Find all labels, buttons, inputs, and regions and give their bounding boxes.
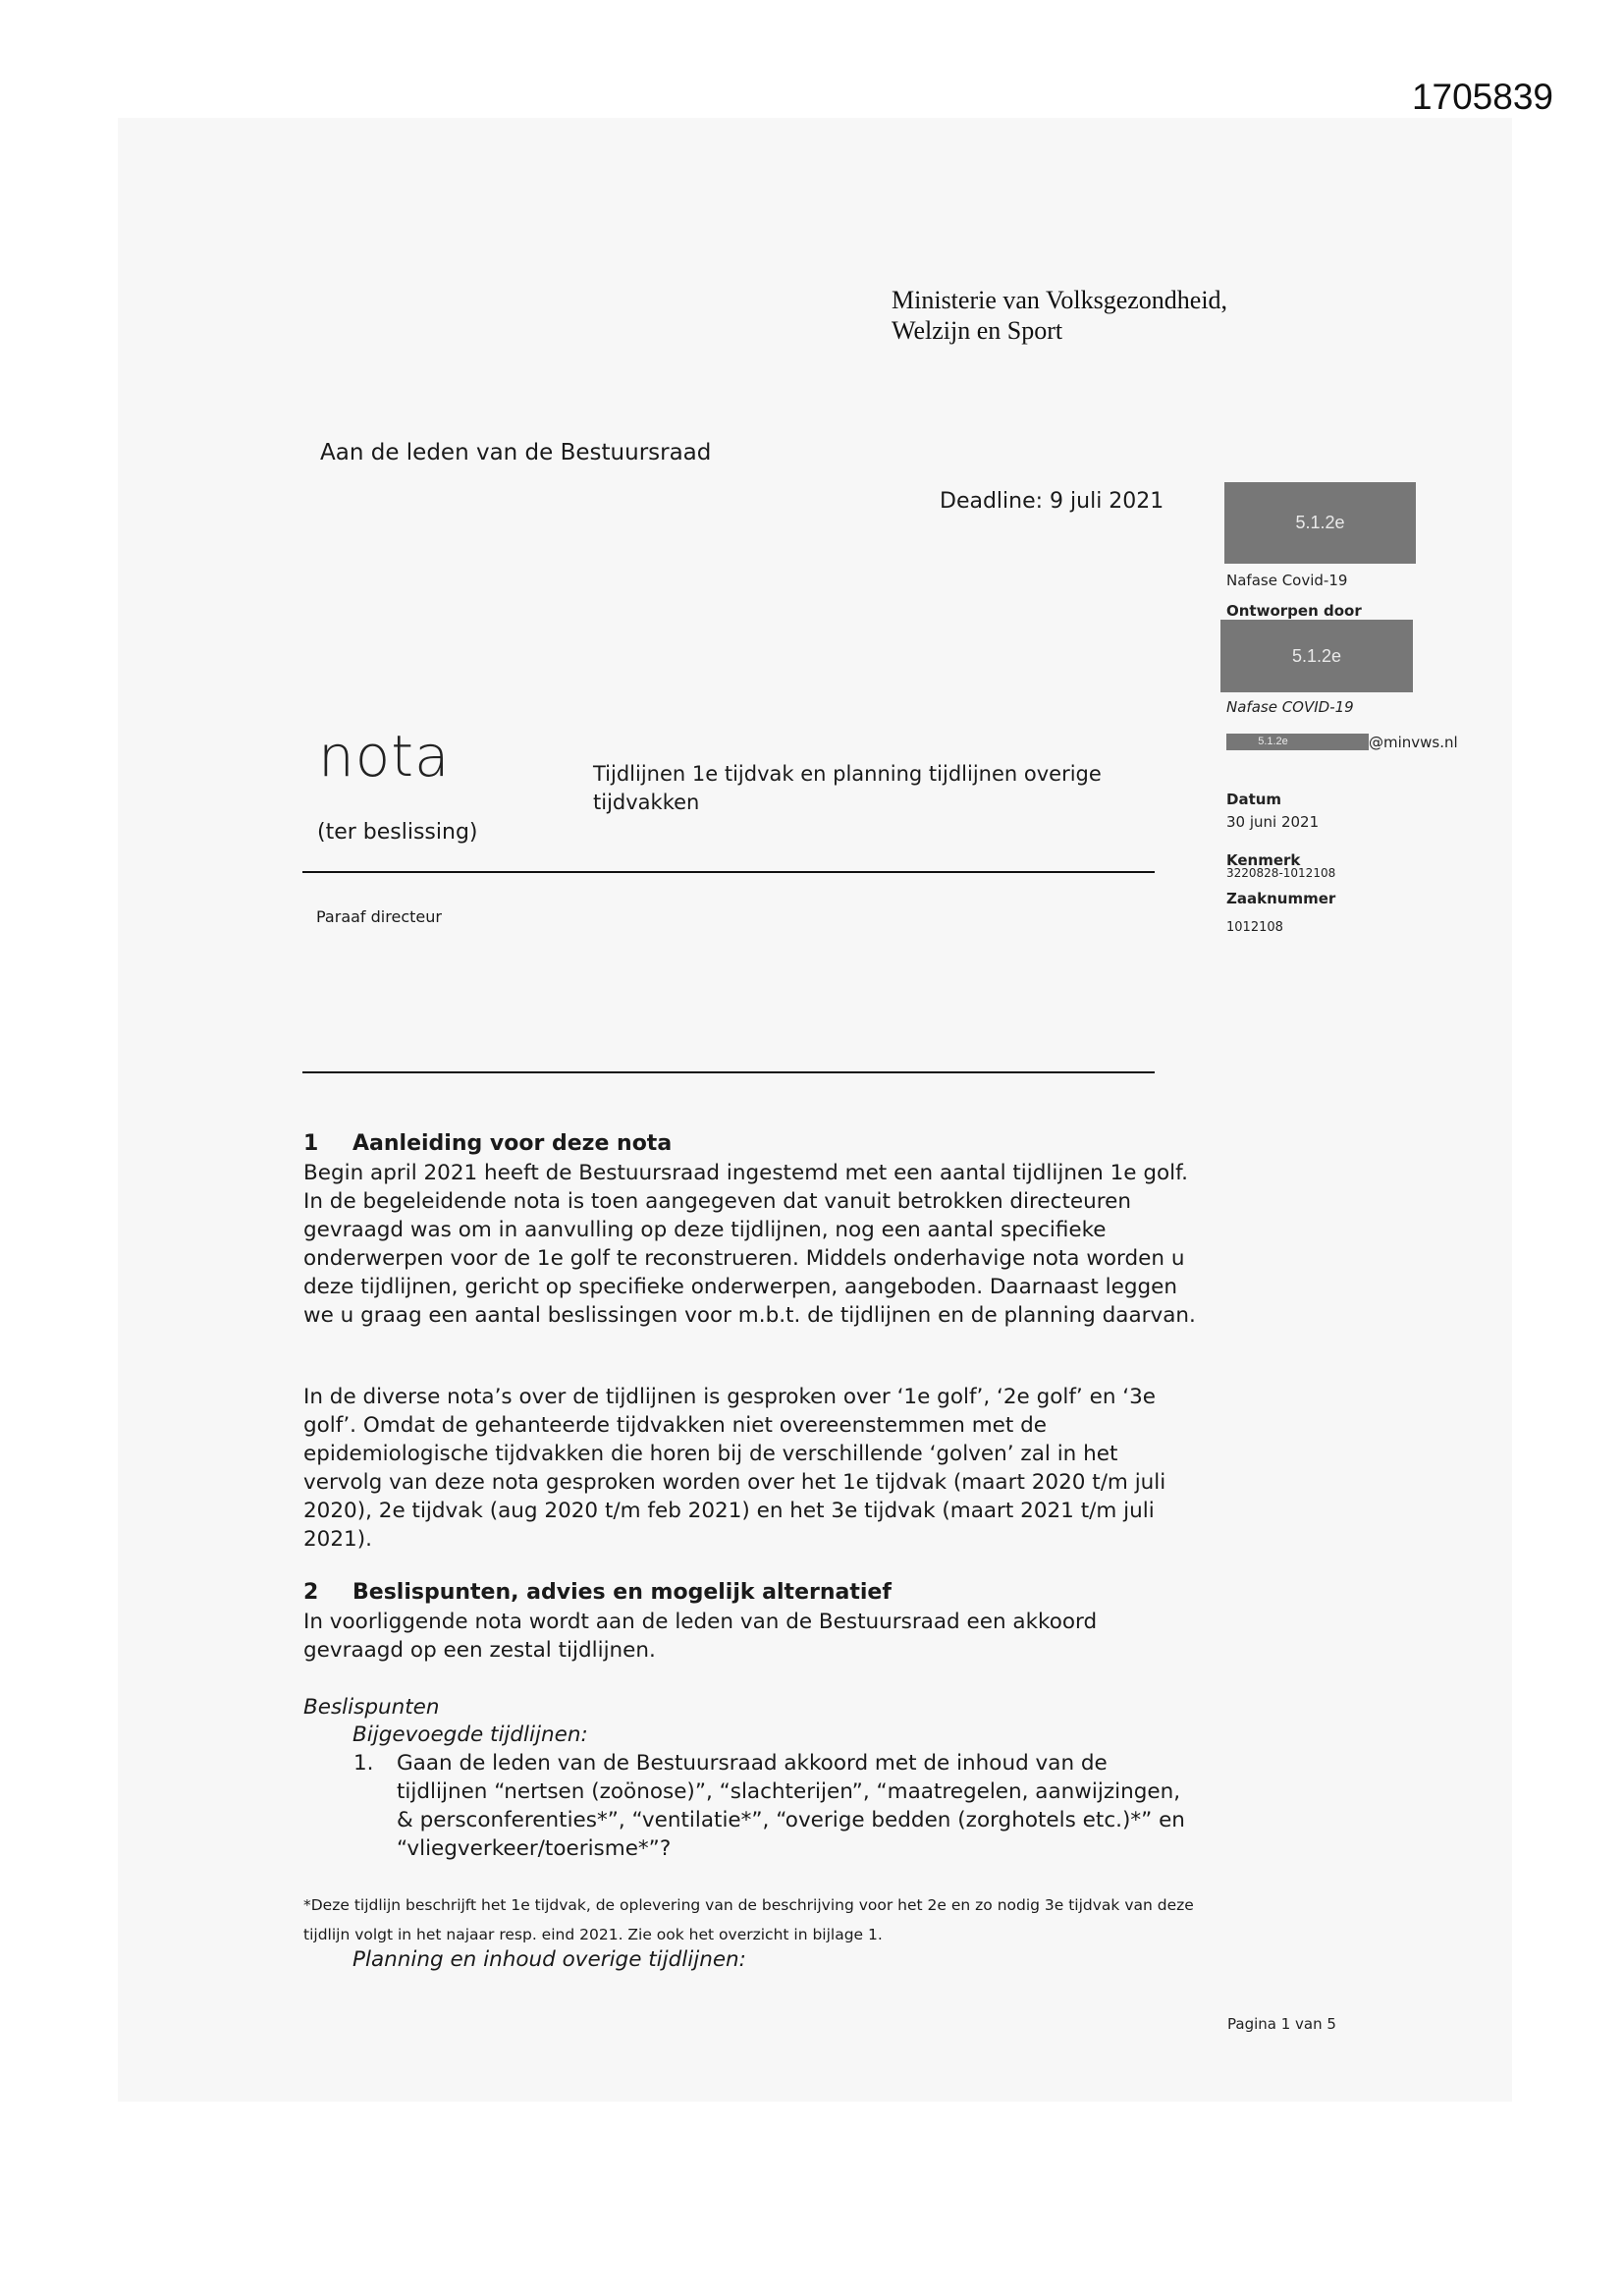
list-item-text: Gaan de leden van de Bestuursraad akkoord met de inhoud van de tijdlijnen “nertsen (zoönose)”, “slachterijen”, “maatregelen, aanwijzingen, & persconferenties*”, “ventilatie*”, “overige bedden (zorghotels etc.)*” en “vliegverkeer/toerisme*”? [397,1751,1185,1861]
divider-top [302,871,1155,873]
redaction-block: 5.1.2e [1224,482,1416,564]
section-1-paragraph-1: Begin april 2021 heeft de Bestuursraad ingestemd met een aantal tijdlijnen 1e golf. In de begeleidende nota is toen aangegeven dat vanuit betrokken directeuren gevraagd was om in aanvulling op deze tijdlijnen, nog een aantal specifieke onderwerpen voor de 1e golf te reconstrueren. Middels onderhavige nota worden u deze tijdlijnen, gericht op specifieke onderwerpen, aangeboden. Daarnaast leggen we u graag een aantal beslissingen voor m.b.t. de tijdlijnen en de planning daarvan. [303,1161,1196,1328]
paraaf-label: Paraaf directeur [316,907,442,926]
section-1-paragraph-2: In de diverse nota’s over de tijdlijnen is gesproken over ‘1e golf’, ‘2e golf’ en ‘3e golf’. Omdat de gehanteerde tijdvakken niet overeenstemmen met de epidemiologische tijdvakken die horen bij de verschillende ‘golven’ zal in het vervolg van deze nota gesproken worden over het 1e tijdvak (maart 2020 t/m juli 2020), 2e tijdvak (aug 2020 t/m feb 2021) en het 3e tijdvak (maart 2021 t/m juli 2021). [303,1385,1166,1552]
department-1: Nafase Covid-19 [1226,572,1348,589]
letterhead-line-2: Welzijn en Sport [892,316,1063,345]
datum-label: Datum [1226,791,1282,808]
redaction-block [1320,734,1369,750]
subject: Tijdlijnen 1e tijdvak en planning tijdlijnen overige tijdvakken [593,762,1102,814]
section-1-heading [303,1131,672,1156]
section-2-heading [303,1580,892,1605]
ministry-letterhead [892,285,1227,346]
section-number: 2 [303,1580,319,1605]
zaaknummer-label: Zaaknummer [1226,890,1336,907]
redaction-block: 5.1.2e [1226,734,1320,750]
letterhead-line-1: Ministerie van Volksgezondheid, [892,286,1228,314]
email-line [1226,733,1458,751]
footnote: *Deze tijdlijn beschrijft het 1e tijdvak, de oplevering van de beschrijving voor het 2e en zo nodig 3e tijdvak van deze tijdlijn volgt in het najaar resp. eind 2021. Zie ook het overzicht in bijlage 1. [303,1896,1194,1943]
doc-type-heading: nota [318,723,451,790]
section-2-paragraph-1: In voorliggende nota wordt aan de leden van de Bestuursraad een akkoord gevraagd op een zestal tijdlijnen. [303,1610,1098,1663]
list-item [353,1749,1198,1863]
datum-value: 30 juni 2021 [1226,813,1320,831]
section-number: 1 [303,1131,319,1156]
bijgevoegde-subheading: Bijgevoegde tijdlijnen: [352,1722,588,1747]
redaction-block: 5.1.2e [1220,620,1413,692]
ontworpen-label: Ontworpen door [1226,602,1362,620]
doc-subtype: (ter beslissing) [317,820,478,845]
deadline: Deadline: 9 juli 2021 [940,489,1164,514]
beslispunten-heading: Beslispunten [303,1695,440,1720]
email-suffix: @minvws.nl [1369,733,1458,751]
document-id: 1705839 [1411,77,1553,117]
divider-bottom [302,1071,1155,1073]
zaaknummer-value: 1012108 [1226,920,1283,935]
addressee: Aan de leden van de Bestuursraad [320,440,712,465]
kenmerk-label: Kenmerk [1226,851,1301,869]
section-title: Aanleiding voor deze nota [352,1131,673,1156]
page-number: Pagina 1 van 5 [1227,2015,1336,2033]
kenmerk-value: 3220828-1012108 [1226,866,1336,880]
planning-subheading: Planning en inhoud overige tijdlijnen: [352,1947,746,1972]
section-title: Beslispunten, advies en mogelijk alternatief [352,1580,892,1605]
list-item-number: 1. [353,1751,374,1776]
department-2: Nafase COVID-19 [1226,698,1354,716]
